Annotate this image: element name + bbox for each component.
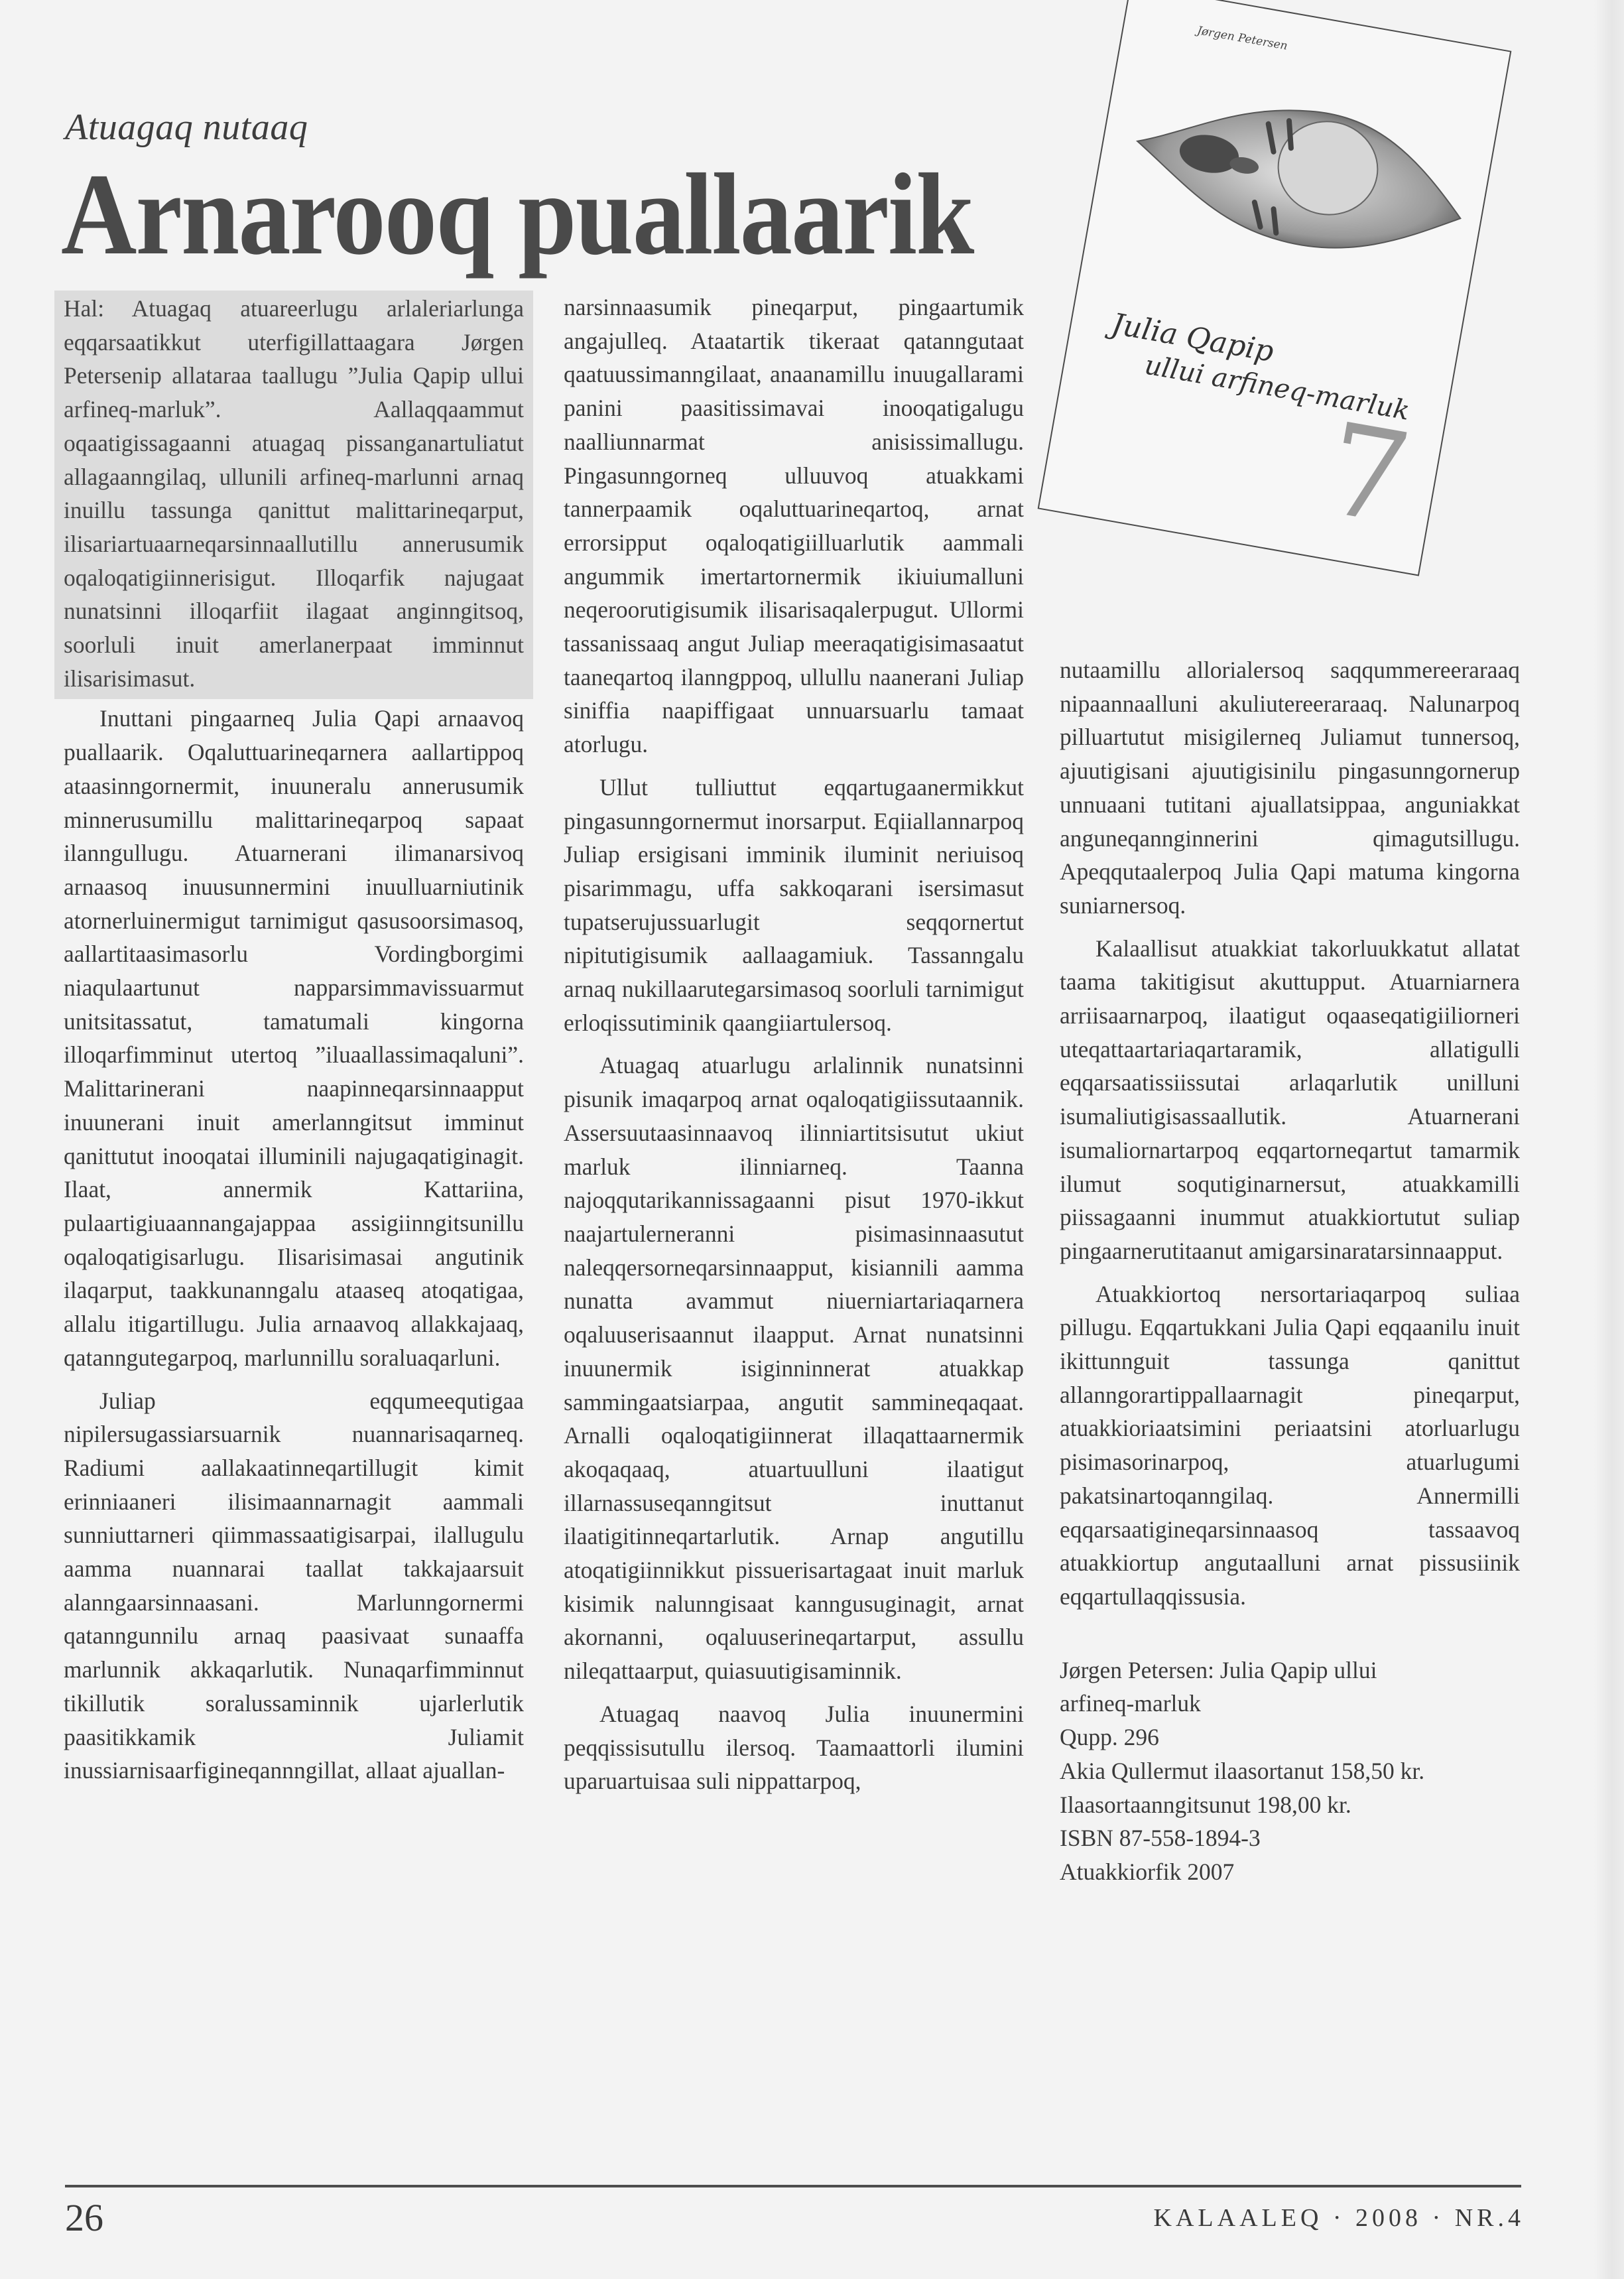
book-nonmember-price: Ilaasortaanngitsunut 198,00 kr.	[1060, 1791, 1351, 1818]
body-paragraph: Juliap eqqumeequtigaa nipilersugassiarsuarnik nuannarisaqarneq. Radiumi aallakaatinneqartillugit kimit erinniaaneri ilisimaannarnagit aammali sunniuttarneri qiimmassaatigisarpai, ilallugulu aamma nuannarai taallat takkajaarsuit alanngaarsinnaasani. Marlunngornermi qatanngunnilu arnaq paasivaat sunaaffa marlunnik akkaqarlutik. Nunaqarfimminnut tikillutik soralussaminnik ujarlerlutik paasitikkamik Juliamit inussiarnisaarfigineqannngillat, allaat ajuallan-	[64, 1387, 524, 1784]
column-2	[564, 291, 1024, 1798]
issue-label: KALAALEQ · 2008 · NR.4	[1153, 2204, 1525, 2232]
body-paragraph: Inuttani pingaarneq Julia Qapi arnaavoq puallaarik. Oqaluttuarineqarnera aallartippoq ataasinngornermit, inuuneralu annerusumik minnerusumillu malittarineqarpoq sapaat ilanngullugu. Atuarnerani ilimanarsivoq arnaasoq inuusunnermini inuulluarniutinik atornerluinermigut tarnimigut qasusoorsimasoq, aallartitaasimasorlu Vordingborgimi niaqulaartunut napparsimmavissuarmut unitsitassatut, tamatumali kingorna illoqarfimminut utertoq ”iluaallassimaqaluni”. Malittarinerani naapinneqarsinnaapput inuunerani inuit amerlanngitsut imminut qanittutut inooqatai illuminili najugaqatiginagit. Ilaat, annermik Kattariina, pulaartigiuaannangajappaa assigiinngitsunillu oqaloqatigisarlugu. Ilisarisimasai angutinik ilaqarput, taakkunanngalu ataaseq atoqatigaa, allalu itigartillugu. Julia arnaavoq allakkajaaq, qatanngutegarpoq, marlunnillu soraluaqarluni.	[64, 705, 524, 1371]
intro-box	[54, 291, 533, 699]
book-publisher-year: Atuakkiorfik 2007	[1060, 1858, 1235, 1885]
book-isbn: ISBN 87-558-1894-3	[1060, 1825, 1261, 1852]
body-paragraph: Atuagaq atuarlugu arlalinnik nunatsinni pisunik imaqarpoq arnat oqaloqatigiissutaannik. Assersuutaasinnaavoq ilinniartitsisutut ukiut marluk ilinniarneq. Taanna najoqqutarikannissagaanni pisut 1970-ikkut naajartulerneranni pisimasinnaasutut naleqqersorneqarsinnaapput, kisiannili aamma nunatta avammut niuerniartariaqarnera oqaluuserisaannut ilaapput. Arnat nunatsinni inuunermik isiginninnerat atuakkap sammingaatsiarpaa, angutit sammineqaqaat. Arnalli oqaloqatigiinnerat illaqattaarnermik akoqaqaaq, atuartuulluni ilaatigut illarnassuseqanngitsut inuttanut ilaatigitinneqartarlutik. Arnap angutillu atoqatigiinnikkut pissuerisartagaat inuit marluk kisimik nalunngisaat kanngusuginagit, arnat akornanni, oqaluuserineqartarput, assullu nileqattaarput, quiasuutigisaminnik.	[564, 1052, 1024, 1685]
book-cover-image	[1038, 0, 1512, 576]
body-paragraph: Atuakkiortoq nersortariaqarpoq suliaa pillugu. Eqqartukkani Julia Qapi eqqaanilu inuit ikittunnguit tassunga qanittut allanngorartippallaarnagit pineqarput, atuakkioriaatsimini periaatsini atorluarlugu pisimasorinarpoq, atuarlugumi pakatsinartoqanngilaq. Annermilli eqqarsaatigineqarsinnaasoq tassaavoq atuakkiortup angutaalluni arnat pissusiinik eqqartullaqqissusia.	[1060, 1280, 1520, 1610]
page-number: 26	[65, 2196, 103, 2239]
section-kicker: Atuagaq nutaaq	[65, 107, 308, 148]
column-1	[64, 291, 524, 1788]
cover-title-line1: Julia Qapip	[1109, 306, 1277, 369]
body-paragraph-continued: narsinnaasumik pineqarput, pingaartumik angajulleq. Ataatartik tikeraat qatanngutaat qaatuussimanngilaat, anaanamillu inuugallarami panini paasitissimavai inooqatigalugu naalliunnarmat anisissimallugu. Pingasunngorneq ulluuvoq atuakkami tannerpaamik oqaluttuarineqartoq, arnat errorsipput oqaloqatigiilluarlutik aammali angummik imertartornermik ikiuiumalluni neqeroorutigisumik ilisarisaqalerpugut. Ullormi tassanissaaq angut Juliap meeraqatigisimasaatut taaneqartoq ilanngppoq, ullullu naanerani Juliap siniffia naapiffigaat unnuarsuarlu tamaat atorlugu.	[564, 294, 1024, 758]
cover-volume-number: 7	[1316, 395, 1420, 554]
book-title-line2: arfineq-marluk	[1060, 1690, 1201, 1717]
body-paragraph: Kalaallisut atuakkiat takorluukkatut allatat taama takitigisut akuttupput. Atuarniarnera arriisaarnarpoq, ilaatigut oqaaseqatigiiliorneri uteqattaartariaqartaramik, allatigulli eqqarsaatissiissutai arlaqarlutik unilluni isumaliutigisassaallutik. Atuarnerani isumaliornartarpoq eqqartorneqartut tamarmik ilumut soqutiginarnersut, atuakkamilli piissagaanni inummut atuakkiortutut suliap pingaarnerutitaanut amigarsinaratarsinnaapput.	[1060, 935, 1520, 1264]
book-title-line1: Jørgen Petersen: Julia Qapip ullui	[1060, 1656, 1377, 1683]
body-paragraph: Ullut tulliuttut eqqartugaanermikkut pingasunngornermut inorsarput. Eqiiallannarpoq Juliap ersigisani imminik iluminit neriuisoq pisarimmagu, uffa sakkoqarani isersimasut tupatserujussuarlugit seqqornertut nipitutigisumik aallaagamiuk. Tassanngalu arnaq nukillaarutegarsimasoq soorluli tarnimigut erloqissutiminik qaangiiartulersoq.	[564, 773, 1024, 1036]
cover-title-line2: ullui arfineq-marluk	[1142, 350, 1412, 426]
intro-paragraph: Hal: Atuagaq atuareerlugu arlaleriarlunga eqqarsaatikkut uterfigillattaagara Jørgen Petersenip allataraa taallugu ”Julia Qapip ullui arfineq-marluk”. Aallaqqaammut oqaatigissagaanni atuagaq pissanganartuliatut allagaanngilaq, ullunili arfineq-marlunni arnaq inuillu tassunga qanittut malittarineqarput, ilisariartuaarneqarsinnaallutillu annerusumik oqaloqatigiinnerisigut. Illoqarfik najugaat nunatsinni illoqarfiit ilagaat anginngitsoq, soorluli inuit amerlanerpaat imminnut ilisarisimasut.	[64, 295, 524, 692]
body-paragraph-continued: nutaamillu allorialersoq saqqummereeraraaq nipaannaalluni akuliutereeraraaq. Nalunarpoq pilluartutut misigilerneq Juliamut tunnersoq, ajuutigisani ajuutigisinilu pingasunngornerup unnuaani tutitani ajuallatsippaa, anguniakkat anguneqannginnerini qimagutsillugu. Apeqqutaalerpoq Julia Qapi matuma kingorna suniarnersoq.	[1060, 657, 1520, 919]
column-3	[1060, 653, 1520, 1889]
shell-illustration-icon	[1115, 62, 1484, 291]
footer-rule	[65, 2185, 1521, 2187]
body-paragraph: Atuagaq naavoq Julia inuunermini peqqissisutullu ilersoq. Taamaattorli ilumini uparuartuisaa suli nippattarpoq,	[564, 1700, 1024, 1795]
book-member-price: Akia Qullermut ilaasortanut 158,50 kr.	[1060, 1757, 1425, 1784]
cover-author: Jørgen Petersen	[1196, 24, 1289, 53]
article-headline: Arnarooq puallaarik	[61, 150, 973, 279]
book-info	[1060, 1654, 1520, 1889]
page-edge	[1594, 0, 1624, 2279]
book-pages: Qupp. 296	[1060, 1724, 1159, 1751]
